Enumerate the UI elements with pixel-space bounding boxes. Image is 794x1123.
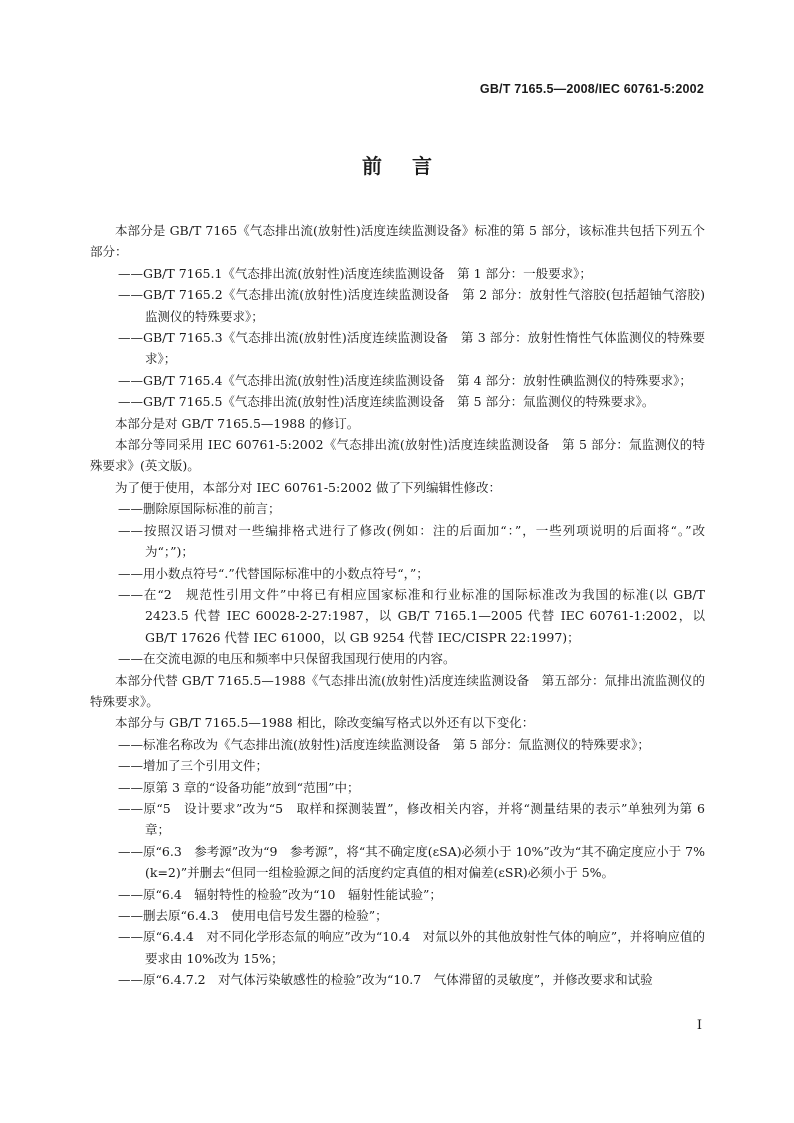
list-item: ——删除原国际标准的前言；: [118, 501, 281, 517]
list-item: ——原“6.4 辐射特性的检验”改为“10 辐射性能试验”；: [118, 886, 442, 902]
list-item: ——删去原“6.4.3 使用电信号发生器的检验”；: [118, 908, 388, 923]
standard-code: GB/T 7165.5—2008/IEC 60761-5:2002: [479, 82, 704, 96]
list-item: ——按照汉语习惯对一些编排格式进行了修改(例如：注的后面加“：”，一些列项说明的后面将“。”改为“；”)；: [118, 522, 705, 560]
list-item: ——在“2 规范性引用文件”中将已有相应国家标准和行业标准的国际标准改为我国的标准(以 GB/T 2423.5 代替 IEC 60028-2-27:1987，以 GB/T 7165.1—2005 代替 IEC 60761-1:2002，以 GB/T 17626 代替 IEC 61000，以 GB 9254 代替 IEC/CISPR 22:1997)；: [118, 586, 705, 645]
list-item: ——增加了三个引用文件；: [118, 758, 269, 774]
paragraph: 为了便于使用，本部分对 IEC 60761-5:2002 做了下列编辑性修改：: [115, 479, 502, 495]
list-item: ——原“5 设计要求”改为“5 取样和探测装置”，修改相关内容，并将“测量结果的表示”单独列为第 6 章；: [118, 800, 705, 838]
list-item: ——GB/T 7165.4《气态排出流(放射性)活度连续监测设备 第 4 部分：放射性碘监测仪的特殊要求》；: [118, 372, 692, 388]
paragraph: 本部分与 GB/T 7165.5—1988 相比，除改变编写格式以外还有以下变化：: [115, 715, 535, 731]
list-item: ——原“6.3 参考源”改为“9 参考源”，将“其不确定度(εSA)必须小于 10%”改为“其不确定度应小于 7%(k=2)”并删去“但同一组检验源之间的活度约定真值的相对偏差(εSR)必须小于 5%。: [118, 843, 705, 881]
list-item: ——GB/T 7165.1《气态排出流(放射性)活度连续监测设备 第 1 部分：一般要求》；: [118, 265, 592, 281]
page-number: I: [696, 1018, 702, 1033]
list-item: ——用小数点符号“.”代替国际标准中的小数点符号“，”；: [118, 565, 429, 581]
page-title: 前言: [362, 154, 462, 178]
list-item: ——原“6.4.4 对不同化学形态氚的响应”改为“10.4 对氚以外的其他放射性气体的响应”，并将响应值的要求由 10%改为 15%；: [118, 929, 705, 966]
list-item: ——标准名称改为《气态排出流(放射性)活度连续监测设备 第 5 部分：氚监测仪的特殊要求》；: [118, 736, 650, 752]
list-item: ——GB/T 7165.3《气态排出流(放射性)活度连续监测设备 第 3 部分：放射性惰性气体监测仪的特殊要求》；: [118, 330, 705, 367]
list-item: ——原第 3 章的“设备功能”放到“范围”中；: [118, 779, 360, 795]
paragraph: 本部分等同采用 IEC 60761-5:2002《气态排出流(放射性)活度连续监测设备 第 5 部分：氚监测仪的特殊要求》(英文版)。: [90, 437, 705, 474]
paragraph: 本部分是 GB/T 7165《气态排出流(放射性)活度连续监测设备》标准的第 5 部分，该标准共包括下列五个部分：: [90, 223, 705, 260]
list-item: ——GB/T 7165.5《气态排出流(放射性)活度连续监测设备 第 5 部分：氚监测仪的特殊要求》。: [118, 394, 655, 410]
paragraph: 本部分代替 GB/T 7165.5—1988《气态排出流(放射性)活度连续监测设备 第五部分：氚排出流监测仪的特殊要求》。: [90, 672, 705, 709]
foreword-body: [90, 220, 705, 991]
paragraph: 本部分是对 GB/T 7165.5—1988 的修订。: [115, 415, 360, 431]
list-item: ——在交流电源的电压和频率中只保留我国现行使用的内容。: [118, 651, 456, 667]
list-item: ——GB/T 7165.2《气态排出流(放射性)活度连续监测设备 第 2 部分：放射性气溶胶(包括超铀气溶胶)监测仪的特殊要求》；: [118, 287, 705, 324]
list-item: ——原“6.4.7.2 对气体污染敏感性的检验”改为“10.7 气体滞留的灵敏度”，并修改要求和试验: [118, 972, 653, 988]
